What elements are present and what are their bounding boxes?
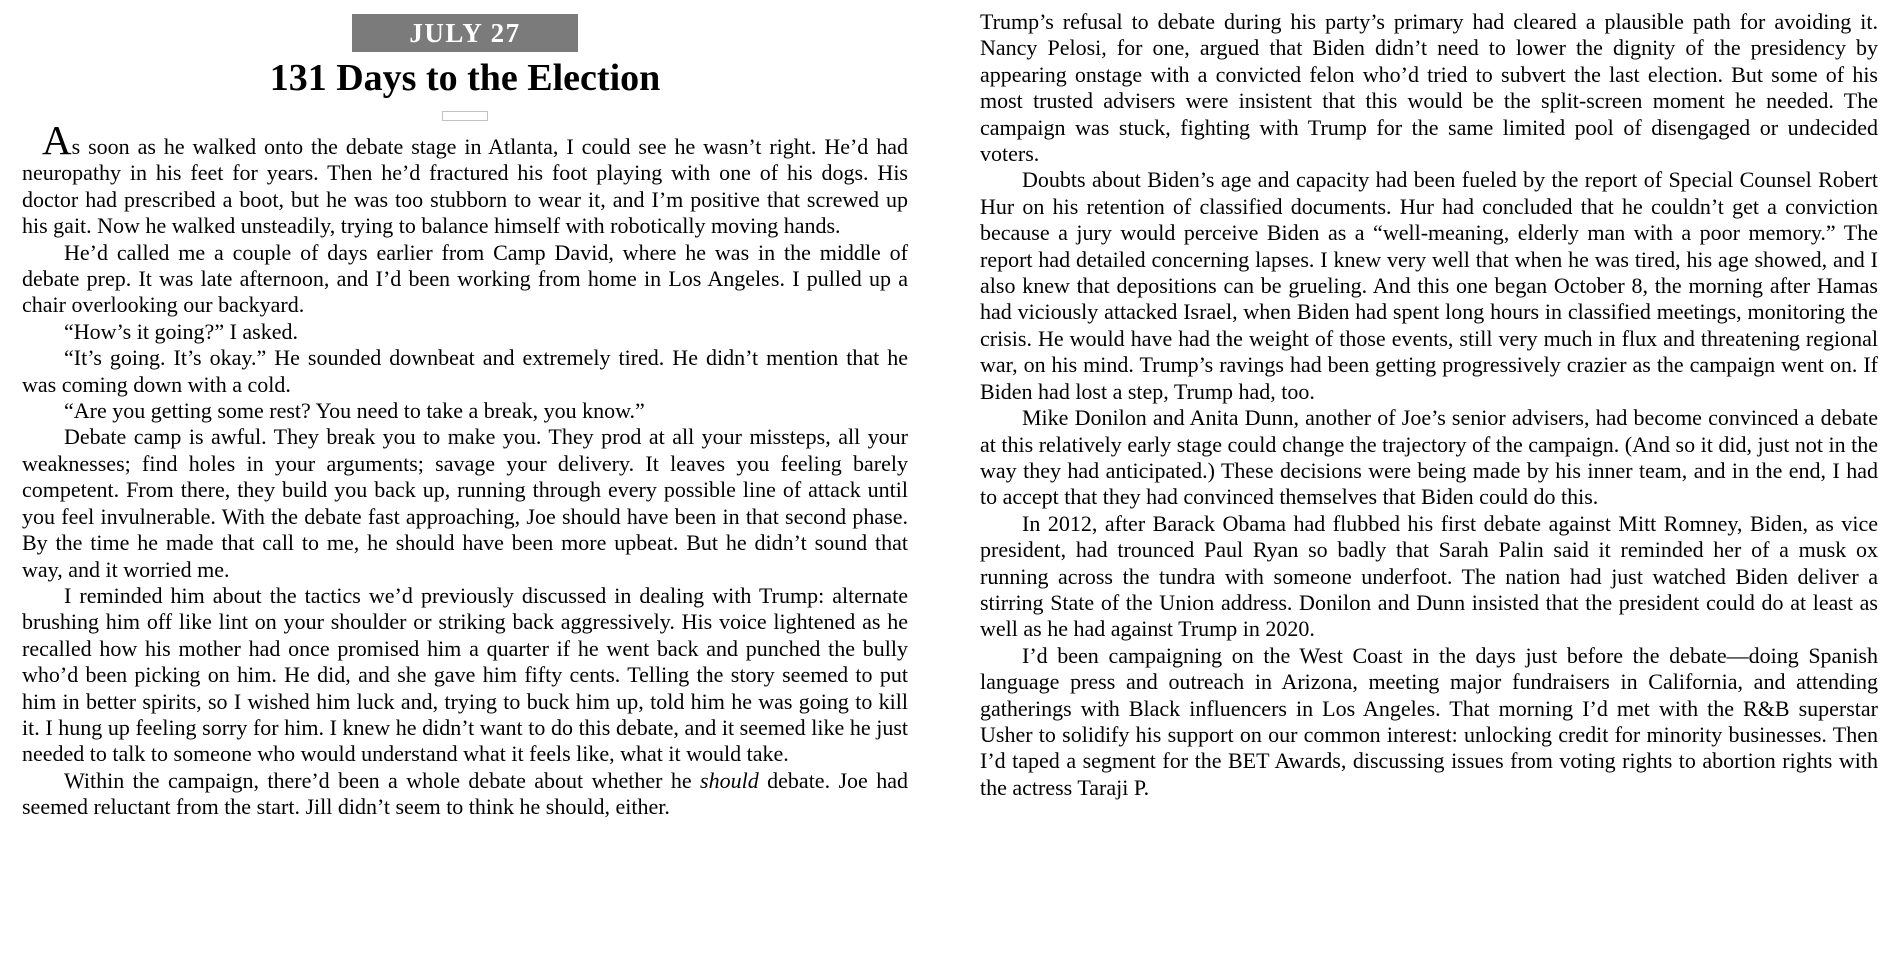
paragraph: “It’s going. It’s okay.” He sounded downbeat and extremely tired. He didn’t mention that he was coming down with a cold. [22,345,908,397]
chapter-date-badge [352,14,578,52]
chapter-date-label: JULY 27 [409,17,521,48]
right-column [980,9,1878,801]
initial-cap: A [42,117,72,163]
left-column [22,0,908,821]
paragraph: Debate camp is awful. They break you to make you. They prod at all your missteps, all your weaknesses; find holes in your arguments; savage your delivery. It leaves you feeling barely competent. From there, they build you back up, running through every possible line of attack until you feel invulnerable. With the debate fast approaching, Joe should have been in that second phase. By the time he made that call to me, he should have been more upbeat. But he didn’t sound that way, and it worried me. [22,424,908,582]
paragraph-text: s soon as he walked onto the debate stage in Atlanta, I could see he wasn’t right. He’d had neuropathy in his feet for years. Then he’d fractured his foot playing with one of his dogs. His doctor had prescribed a boot, but he was too stubborn to wear it, and I’m positive that screwed up his gait. Now he walked unsteadily, trying to balance himself with robotically moving hands. [22,134,908,239]
paragraph-opening [22,117,908,240]
paragraph-text: debate. Joe had seemed reluctant from the start. Jill didn’t seem to think he should, either. [22,767,909,820]
chapter-header [22,14,908,121]
chapter-title: 131 Days to the Election [269,57,661,99]
paragraph: In 2012, after Barack Obama had flubbed his first debate against Mitt Romney, Biden, as vice president, had trounced Paul Ryan so badly that Sarah Palin said it reminded her of a musk ox running across the tundra with someone underfoot. The nation had just watched Biden deliver a stirring State of the Union address. Donilon and Dunn insisted that the president could do at least as well as he had against Trump in 2020. [980,510,1878,642]
paragraph: He’d called me a couple of days earlier from Camp David, where he was in the middle of debate prep. It was late afternoon, and I’d been working from home in Los Angeles. I pulled up a chair overlooking our backyard. [22,239,908,318]
paragraph: I’d been campaigning on the West Coast in the days just before the debate—doing Spanish language press and outreach in Arizona, meeting major fundraisers in California, and attending gatherings with Black influencers in Los Angeles. That morning I’d met with the R&B superstar Usher to solidify his support on our common interest: unlocking credit for minority businesses. Then I’d taped a segment for the BET Awards, discussing issues from voting rights to abortion rights with the actress Taraji P. [980,642,1878,800]
paragraph: “Are you getting some rest? You need to take a break, you know.” [64,398,645,424]
paragraph-text: Within the campaign, there’d been a whole debate about whether he [64,767,701,793]
italic-word: should [700,767,759,793]
paragraph: “How’s it going?” I asked. [64,318,298,344]
paragraph-closing [22,768,908,821]
paragraph: Mike Donilon and Anita Dunn, another of Joe’s senior advisers, had become convinced a debate at this relatively early stage could change the trajectory of the campaign. (And so it did, just not in the way they had anticipated.) These decisions were being made by his inner team, and in the end, I had to accept that they had convinced themselves that Biden could do this. [980,405,1878,510]
paragraph: Trump’s refusal to debate during his party’s primary had cleared a plausible path for avoiding it. Nancy Pelosi, for one, argued that Biden didn’t need to lower the dignity of the presidency by appearing onstage with a convicted felon who’d tried to subvert the last election. But some of his most trusted advisers were insistent that this would be the split-screen moment he needed. The campaign was stuck, fighting with Trump for the same limited pool of disengaged or undecided voters. [980,9,1878,167]
section-divider-ornament [442,111,488,121]
paragraph: I reminded him about the tactics we’d previously discussed in dealing with Trump: alternate brushing him off like lint on your shoulder or striking back aggressively. His voice lightened as he recalled how his mother had once promised him a quarter if he went back and punched the bully who’d been picking on him. He did, and she gave him fifty cents. Telling the story seemed to put him in better spirits, so I wished him luck and, trying to buck him up, told him he was going to kill it. I hung up feeling sorry for him. I knew he didn’t want to do this debate, and it seemed like he just needed to talk to someone who would understand what it feels like, what it would take. [22,582,908,767]
paragraph: Doubts about Biden’s age and capacity had been fueled by the report of Special Counsel Robert Hur on his retention of classified documents. Hur had concluded that he couldn’t get a conviction because a jury would perceive Biden as a “well-meaning, elderly man with a poor memory.” The report had detailed concerning lapses. I knew very well that when he was tired, his age showed, and I also knew that depositions can be grueling. And this one began October 8, the morning after Hamas had viciously attacked Israel, when Biden had spent long hours in classified meetings, monitoring the crisis. He would have had the weight of those events, still very much in flux and threatening regional war, on his mind. Trump’s ravings had been getting progressively crazier as the campaign went on. If Biden had lost a step, Trump had, too. [980,167,1878,404]
